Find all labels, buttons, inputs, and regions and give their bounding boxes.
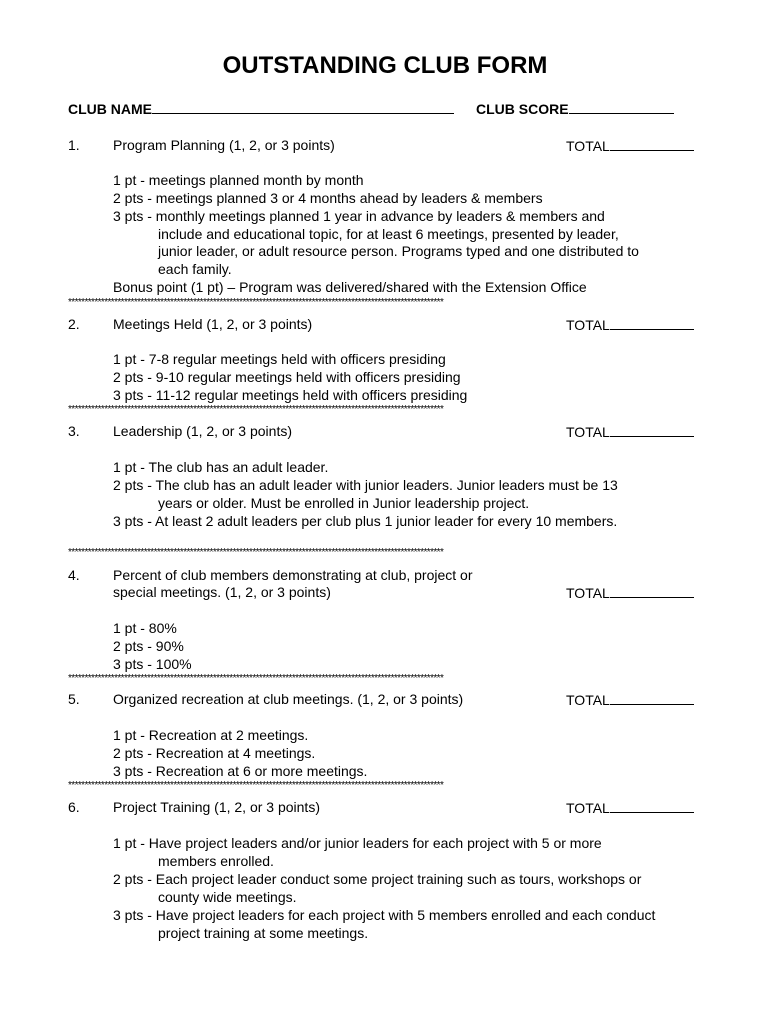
criteria-line: 2 pts - Each project leader conduct some project training such as tours, workshops or [113,871,642,887]
total-label: TOTAL [566,424,610,440]
total-line[interactable] [610,691,694,705]
total-label: TOTAL [566,800,610,816]
criteria-line: 1 pt - The club has an adult leader. [113,459,329,475]
separator: ****************************************************************************************************************** [68,781,444,791]
criteria-line: 2 pts - meetings planned 3 or 4 months ahead by leaders & members [113,190,543,206]
criteria-line: years or older. Must be enrolled in Junior leadership project. [158,495,530,511]
criteria-line: 3 pts - Have project leaders for each project with 5 members enrolled and each conduct [113,907,656,923]
section-title: Meetings Held (1, 2, or 3 points) [113,316,313,332]
separator: ****************************************************************************************************************** [68,548,444,558]
total-label: TOTAL [566,138,610,154]
club-score-line[interactable] [569,100,674,114]
total-line[interactable] [610,423,694,437]
criteria-line: 1 pt - meetings planned month by month [113,172,364,188]
club-name-line[interactable] [152,100,454,114]
total-field[interactable] [566,691,694,709]
total-label: TOTAL [566,692,610,708]
total-field[interactable] [566,423,694,441]
total-label: TOTAL [566,317,610,333]
criteria-line: members enrolled. [158,853,274,869]
section-number: 4. [68,567,80,583]
criteria-line: county wide meetings. [158,889,297,905]
section-number: 5. [68,691,80,707]
total-line[interactable] [610,316,694,330]
section-number: 1. [68,137,80,153]
criteria-line: 3 pts - monthly meetings planned 1 year in advance by leaders & members and [113,208,605,224]
criteria-line: 1 pt - Have project leaders and/or junior leaders for each project with 5 or more [113,835,602,851]
section-title-line2: special meetings. (1, 2, or 3 points) [113,584,331,600]
club-name-label: CLUB NAME [68,101,152,117]
criteria-line: 1 pt - 80% [113,620,177,636]
section-number: 2. [68,316,80,332]
club-name-field[interactable] [68,100,454,118]
section-title: Leadership (1, 2, or 3 points) [113,423,292,439]
section-number: 3. [68,423,80,439]
section-number: 6. [68,799,80,815]
section-title: Program Planning (1, 2, or 3 points) [113,137,335,153]
criteria-line: 3 pts - At least 2 adult leaders per club plus 1 junior leader for every 10 members. [113,513,618,529]
criteria-line: 2 pts - The club has an adult leader with junior leaders. Junior leaders must be 13 [113,477,618,493]
total-line[interactable] [610,137,694,151]
criteria-line: 3 pts - 11-12 regular meetings held with officers presiding [113,387,468,403]
separator: ****************************************************************************************************************** [68,674,444,684]
section-title-line1: Percent of club members demonstrating at club, project or [113,567,473,583]
total-label: TOTAL [566,585,610,601]
criteria-line: 1 pt - Recreation at 2 meetings. [113,727,309,743]
criteria-line: 2 pts - 90% [113,638,184,654]
criteria-line: project training at some meetings. [158,925,369,941]
page-title: OUTSTANDING CLUB FORM [222,52,548,79]
criteria-line: 3 pts - 100% [113,656,192,672]
criteria-line: junior leader, or adult resource person. Programs typed and one distributed to [158,243,639,259]
criteria-line: 2 pts - 9-10 regular meetings held with officers presiding [113,369,461,385]
total-line[interactable] [610,799,694,813]
section-title: Project Training (1, 2, or 3 points) [113,799,320,815]
total-line[interactable] [610,584,694,598]
separator: ****************************************************************************************************************** [68,405,444,415]
criteria-line: 3 pts - Recreation at 6 or more meetings. [113,763,368,779]
club-score-label: CLUB SCORE [476,101,569,117]
total-field[interactable] [566,316,694,334]
criteria-line: 1 pt - 7-8 regular meetings held with officers presiding [113,351,446,367]
total-field[interactable] [566,584,694,602]
section-title: Organized recreation at club meetings. (1, 2, or 3 points) [113,691,464,707]
bonus-line: Bonus point (1 pt) – Program was delivered/shared with the Extension Office [113,279,587,295]
total-field[interactable] [566,799,694,817]
criteria-line: 2 pts - Recreation at 4 meetings. [113,745,316,761]
total-field[interactable] [566,137,694,155]
club-score-field[interactable] [476,100,674,118]
separator: ****************************************************************************************************************** [68,298,444,308]
criteria-line: each family. [158,261,232,277]
criteria-line: include and educational topic, for at least 6 meetings, presented by leader, [158,226,619,242]
